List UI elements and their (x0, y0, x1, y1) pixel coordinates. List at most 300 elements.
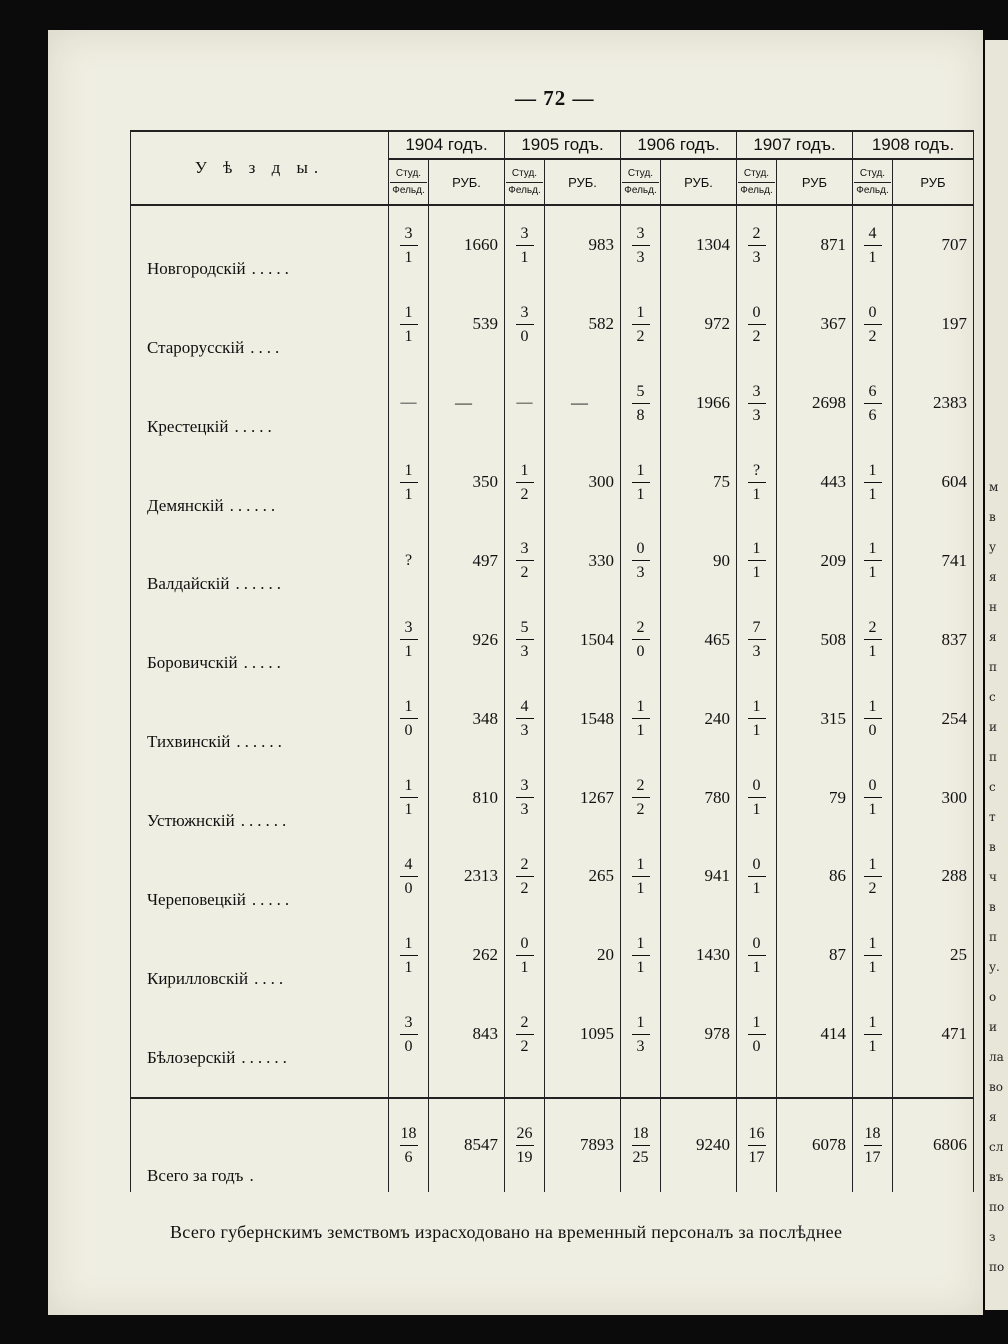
rub-amount: 254 (893, 679, 974, 758)
stud-count: 5 (520, 619, 529, 637)
feld-count: 1 (752, 879, 761, 897)
rub-amount: 843 (429, 995, 505, 1074)
uezd-name: Демянскій (147, 495, 224, 515)
feld-count: 1 (868, 643, 877, 661)
rub-amount: 6806 (893, 1098, 974, 1192)
feld-count: 2 (520, 564, 529, 582)
uezd-name: Череповецкій (147, 889, 246, 909)
spacer-cell (661, 1074, 737, 1098)
spacer-cell (545, 1074, 621, 1098)
stud-feld-cell (389, 285, 429, 364)
uezd-name-cell (131, 837, 389, 916)
stud-feld-cell (853, 205, 893, 285)
stud-count: 3 (520, 777, 529, 795)
feld-count: 8 (636, 406, 645, 424)
fraction-bar (632, 403, 650, 404)
stud-feld-cell (621, 443, 661, 522)
spacer-cell (853, 1074, 893, 1098)
stud-feld-cell (853, 522, 893, 601)
rub-amount: 86 (777, 837, 853, 916)
fraction-bar (864, 403, 882, 404)
feld-count: 1 (868, 801, 877, 819)
feld-label: Фельд. (740, 184, 773, 196)
rub-amount: 20 (545, 916, 621, 995)
feld-label: Фельд. (508, 184, 541, 196)
rub-subheader: РУБ. (429, 159, 505, 205)
stud-count: 18 (864, 1124, 881, 1142)
rub-amount: 1304 (661, 205, 737, 285)
rub-amount: 79 (777, 758, 853, 837)
stud-count: 3 (520, 303, 529, 321)
fraction-bar (516, 560, 534, 561)
rub-amount: 9240 (661, 1098, 737, 1192)
stud-feld-cell (505, 758, 545, 837)
feld-count: 1 (404, 801, 413, 819)
stud-feld-cell (737, 364, 777, 443)
leader-dots: .... (250, 337, 284, 357)
year-header-1906: 1906 годъ. (621, 131, 737, 159)
dash-value: — (516, 394, 533, 412)
feld-count: 1 (636, 879, 645, 897)
fraction-bar (400, 1034, 418, 1035)
fraction-bar (516, 876, 534, 877)
stud-feld-subheader (505, 159, 545, 205)
stud-count: 1 (868, 934, 877, 952)
rub-amount: — (545, 364, 621, 443)
feld-count: 0 (404, 879, 413, 897)
stud-feld-subheader (389, 159, 429, 205)
edge-text-fragment: у (989, 540, 997, 554)
leader-dots: ...... (240, 811, 291, 831)
edge-text-fragment: у. (989, 960, 1000, 974)
feld-count: 0 (404, 1037, 413, 1055)
stud-feld-cell (621, 1098, 661, 1192)
feld-count: 1 (404, 958, 413, 976)
rub-amount: 1504 (545, 600, 621, 679)
stud-feld-cell (505, 995, 545, 1074)
fraction-bar (400, 797, 418, 798)
fraction-bar (748, 482, 766, 483)
rub-amount: 871 (777, 205, 853, 285)
uezd-column-header: У ѣ з д ы. (131, 131, 389, 205)
fraction-bar (748, 560, 766, 561)
fraction-bar (400, 324, 418, 325)
stud-count: 3 (404, 1013, 413, 1031)
rub-amount: 350 (429, 443, 505, 522)
feld-count: 2 (752, 327, 761, 345)
stud-count: 4 (404, 855, 413, 873)
leader-dots: ...... (229, 495, 280, 515)
stud-feld-cell (853, 600, 893, 679)
fraction-bar (864, 1034, 882, 1035)
rub-amount: 75 (661, 443, 737, 522)
stud-feld-cell (389, 443, 429, 522)
fraction-bar (516, 1145, 534, 1146)
leader-dots: .... (254, 968, 288, 988)
fraction-bar (400, 876, 418, 877)
edge-text-fragment: въ (989, 1170, 1004, 1184)
stud-feld-cell (853, 758, 893, 837)
year-header-1908: 1908 годъ. (853, 131, 974, 159)
fraction-bar (516, 955, 534, 956)
rub-amount: 288 (893, 837, 974, 916)
stud-count: 18 (400, 1124, 417, 1142)
page-number: — 72 — (515, 86, 595, 110)
stud-feld-cell (853, 916, 893, 995)
leader-dots: ...... (235, 574, 285, 594)
fraction-bar (400, 1145, 418, 1146)
rub-amount: 604 (893, 443, 974, 522)
feld-count: 2 (636, 327, 645, 345)
uezd-name-cell (131, 443, 389, 522)
fraction-bar (748, 324, 766, 325)
fraction-bar (632, 1145, 650, 1146)
uezd-name: Тихвинскій (147, 732, 231, 752)
feld-count: 2 (520, 1037, 529, 1055)
rub-amount: 240 (661, 679, 737, 758)
uezd-name: Кирилловскій (147, 968, 249, 988)
stud-count: 1 (636, 855, 645, 873)
table-row (131, 443, 974, 522)
rub-amount: 25 (893, 916, 974, 995)
feld-count: 25 (632, 1148, 649, 1166)
spacer-cell (621, 1074, 661, 1098)
rub-amount: 262 (429, 916, 505, 995)
fraction-bar (400, 245, 418, 246)
feld-count: 3 (636, 564, 645, 582)
rub-amount: 300 (545, 443, 621, 522)
stud-feld-cell (621, 600, 661, 679)
feld-label: Фельд. (624, 184, 657, 196)
stud-label: Студ. (854, 167, 891, 183)
fraction-bar (400, 639, 418, 640)
stud-count: 3 (636, 224, 645, 242)
stud-count: 7 (752, 619, 761, 637)
fraction-bar (632, 955, 650, 956)
stud-feld-cell (389, 995, 429, 1074)
rub-amount: 983 (545, 205, 621, 285)
rub-subheader: РУБ (893, 159, 974, 205)
rub-amount: 2313 (429, 837, 505, 916)
uezd-name: Всего за годъ (147, 1166, 244, 1185)
fraction-bar (864, 560, 882, 561)
rub-amount: 1267 (545, 758, 621, 837)
edge-text-fragment: ла (989, 1050, 1004, 1064)
fraction-bar (632, 876, 650, 877)
stud-label: Студ. (506, 167, 543, 183)
feld-count: 1 (404, 485, 413, 503)
stud-count: 0 (868, 777, 877, 795)
year-header-1907: 1907 годъ. (737, 131, 853, 159)
stud-count: 2 (520, 1013, 529, 1031)
stud-feld-subheader (621, 159, 661, 205)
fraction-bar (632, 797, 650, 798)
table-row (131, 522, 974, 601)
rub-amount: 837 (893, 600, 974, 679)
stud-count: 0 (636, 540, 645, 558)
fraction-bar (864, 718, 882, 719)
stud-feld-cell (621, 995, 661, 1074)
edge-text-fragment: с (989, 690, 996, 704)
edge-text-fragment: я (989, 570, 997, 584)
edge-text-fragment: во (989, 1080, 1003, 1094)
feld-count: 6 (404, 1148, 413, 1166)
feld-count: 3 (520, 801, 529, 819)
footer-paragraph: Всего губернскимъ земствомъ израсходовано на временный персоналъ за послѣднее (170, 1222, 843, 1242)
leader-dots: ...... (236, 732, 286, 752)
stud-count: 26 (516, 1124, 533, 1142)
feld-count: 1 (868, 958, 877, 976)
rub-amount: 87 (777, 916, 853, 995)
leader-dots: ...... (241, 1047, 291, 1067)
stud-count: 2 (868, 619, 877, 637)
uezd-name-cell (131, 758, 389, 837)
stud-count: 18 (632, 1124, 649, 1142)
feld-count: 3 (636, 1037, 645, 1055)
feld-count: 1 (636, 722, 645, 740)
edge-text-fragment: по (989, 1260, 1005, 1274)
edge-text-fragment: п (989, 750, 997, 764)
edge-text-fragment: н (989, 600, 997, 614)
stud-feld-cell (737, 205, 777, 285)
stud-label: Студ. (390, 167, 427, 183)
table-row (131, 600, 974, 679)
stud-feld-cell (737, 285, 777, 364)
stud-count: 1 (868, 461, 877, 479)
feld-count: 2 (520, 485, 529, 503)
stud-feld-cell (737, 995, 777, 1074)
fraction-bar (864, 482, 882, 483)
uezd-name-cell (131, 364, 389, 443)
uezd-name: Новгородскій (147, 258, 246, 278)
table-row (131, 837, 974, 916)
table-row (131, 758, 974, 837)
feld-label: Фельд. (856, 184, 889, 196)
rub-amount: 471 (893, 995, 974, 1074)
rub-amount: 582 (545, 285, 621, 364)
fraction-bar (516, 245, 534, 246)
stud-count: 1 (404, 777, 413, 795)
stud-count: 1 (636, 303, 645, 321)
stud-feld-cell (389, 837, 429, 916)
table-row (131, 364, 974, 443)
feld-count: 2 (868, 879, 877, 897)
stud-count: 1 (868, 1013, 877, 1031)
rub-amount: 6078 (777, 1098, 853, 1192)
spacer-cell (389, 1074, 429, 1098)
stud-feld-cell (737, 600, 777, 679)
fraction-bar (864, 1145, 882, 1146)
uezd-name: Бѣлозерскій (147, 1047, 236, 1067)
edge-text-fragment: сл (989, 1140, 1004, 1154)
fraction-bar (748, 955, 766, 956)
stud-feld-cell (389, 1098, 429, 1192)
stud-count: 0 (752, 934, 761, 952)
rub-amount: 741 (893, 522, 974, 601)
fraction-bar (632, 324, 650, 325)
stud-feld-cell (389, 916, 429, 995)
expense-table (130, 130, 974, 1192)
uezd-name: Крестецкій (147, 416, 229, 436)
rub-amount: 497 (429, 522, 505, 601)
table-row (131, 285, 974, 364)
fraction-bar (632, 1034, 650, 1035)
stud-count: 3 (520, 540, 529, 558)
stud-feld-cell (505, 364, 545, 443)
fraction-bar (748, 639, 766, 640)
stud-feld-cell (737, 837, 777, 916)
rub-amount: 8547 (429, 1098, 505, 1192)
feld-count: 0 (868, 722, 877, 740)
table-row (131, 995, 974, 1074)
stud-count: 2 (636, 619, 645, 637)
uezd-name-cell (131, 1098, 389, 1192)
table-spacer (131, 1074, 974, 1098)
stud-count: 3 (752, 382, 761, 400)
rub-amount: 197 (893, 285, 974, 364)
feld-count: 2 (868, 327, 877, 345)
fraction-bar (632, 639, 650, 640)
stud-count: 6 (868, 382, 877, 400)
rub-amount: 414 (777, 995, 853, 1074)
edge-text-fragment: п (989, 660, 997, 674)
stud-feld-cell (737, 522, 777, 601)
stud-count: 2 (752, 224, 761, 242)
stud-feld-cell (737, 679, 777, 758)
rub-amount: 209 (777, 522, 853, 601)
feld-count: 1 (404, 248, 413, 266)
stud-count: 1 (520, 461, 529, 479)
fraction-bar (864, 639, 882, 640)
edge-text-fragment: с (989, 780, 996, 794)
uezd-name: Старорусскій (147, 337, 245, 357)
feld-count: 3 (636, 248, 645, 266)
feld-count: 1 (752, 485, 761, 503)
fraction-bar (748, 1034, 766, 1035)
feld-count: 1 (752, 722, 761, 740)
stud-feld-cell (737, 916, 777, 995)
stud-count: ? (404, 551, 413, 569)
uezd-name-cell (131, 916, 389, 995)
feld-count: 0 (520, 327, 529, 345)
feld-count: 1 (636, 485, 645, 503)
year-header-1904: 1904 годъ. (389, 131, 505, 159)
stud-count: 3 (520, 224, 529, 242)
stud-count: 1 (404, 461, 413, 479)
feld-count: 2 (636, 801, 645, 819)
stud-feld-cell (621, 364, 661, 443)
feld-count: 3 (752, 406, 761, 424)
stud-count: 0 (520, 934, 529, 952)
feld-count: 3 (520, 643, 529, 661)
spacer-cell (429, 1074, 505, 1098)
stud-feld-cell (505, 1098, 545, 1192)
feld-count: 1 (404, 327, 413, 345)
stud-feld-cell (621, 758, 661, 837)
rub-amount: 1548 (545, 679, 621, 758)
feld-count: 19 (516, 1148, 533, 1166)
rub-amount: 508 (777, 600, 853, 679)
feld-count: 0 (636, 643, 645, 661)
fraction-bar (400, 482, 418, 483)
stud-count: 1 (404, 934, 413, 952)
fraction-bar (516, 718, 534, 719)
uezd-name: Устюжнскій (147, 811, 235, 831)
fraction-bar (748, 876, 766, 877)
stud-feld-cell (505, 205, 545, 285)
stud-feld-cell (853, 364, 893, 443)
stud-count: 1 (868, 540, 877, 558)
stud-count: 2 (520, 855, 529, 873)
stud-count: 1 (404, 698, 413, 716)
feld-count: 1 (868, 1037, 877, 1055)
stud-label: Студ. (738, 167, 775, 183)
edge-text-fragment: о (989, 990, 997, 1004)
rub-amount: 810 (429, 758, 505, 837)
stud-feld-cell (853, 443, 893, 522)
stud-feld-cell (505, 443, 545, 522)
fraction-bar (516, 1034, 534, 1035)
feld-count: 1 (520, 958, 529, 976)
fraction-bar (748, 403, 766, 404)
stud-count: 1 (636, 461, 645, 479)
stud-feld-cell (853, 679, 893, 758)
rub-subheader: РУБ. (545, 159, 621, 205)
stud-count: 1 (636, 1013, 645, 1031)
stud-feld-cell (853, 285, 893, 364)
feld-count: 1 (404, 643, 413, 661)
stud-feld-cell (737, 443, 777, 522)
stud-count: 1 (404, 303, 413, 321)
uezd-name-cell (131, 522, 389, 601)
leader-dots: ..... (234, 416, 276, 436)
year-header-1905: 1905 годъ. (505, 131, 621, 159)
fraction-bar (748, 797, 766, 798)
feld-label: Фельд. (392, 184, 425, 196)
edge-text-fragment: п (989, 930, 997, 944)
stud-count: ? (752, 461, 761, 479)
rub-amount: 465 (661, 600, 737, 679)
table-row (131, 679, 974, 758)
spacer-cell (131, 1074, 389, 1098)
stud-feld-cell (621, 205, 661, 285)
fraction-bar (748, 718, 766, 719)
stud-feld-cell (389, 364, 429, 443)
fraction-bar (516, 482, 534, 483)
stud-count: 4 (868, 224, 877, 242)
stud-feld-cell (853, 837, 893, 916)
stud-count: 1 (868, 698, 877, 716)
feld-count: 1 (752, 958, 761, 976)
rub-amount: 315 (777, 679, 853, 758)
stud-count: 1 (752, 698, 761, 716)
leader-dots: ..... (251, 258, 293, 278)
edge-text-fragment: по (989, 1200, 1005, 1214)
fraction-bar (864, 876, 882, 877)
rub-amount: 539 (429, 285, 505, 364)
uezd-name-cell (131, 205, 389, 285)
stud-count: 4 (520, 698, 529, 716)
stud-count: 1 (868, 855, 877, 873)
table-row (131, 916, 974, 995)
edge-text-fragment: ч (989, 870, 997, 884)
stud-count: 1 (636, 934, 645, 952)
stud-count: 0 (868, 303, 877, 321)
fraction-bar (864, 245, 882, 246)
rub-amount: 300 (893, 758, 974, 837)
uezd-name-cell (131, 679, 389, 758)
fraction-bar (748, 245, 766, 246)
